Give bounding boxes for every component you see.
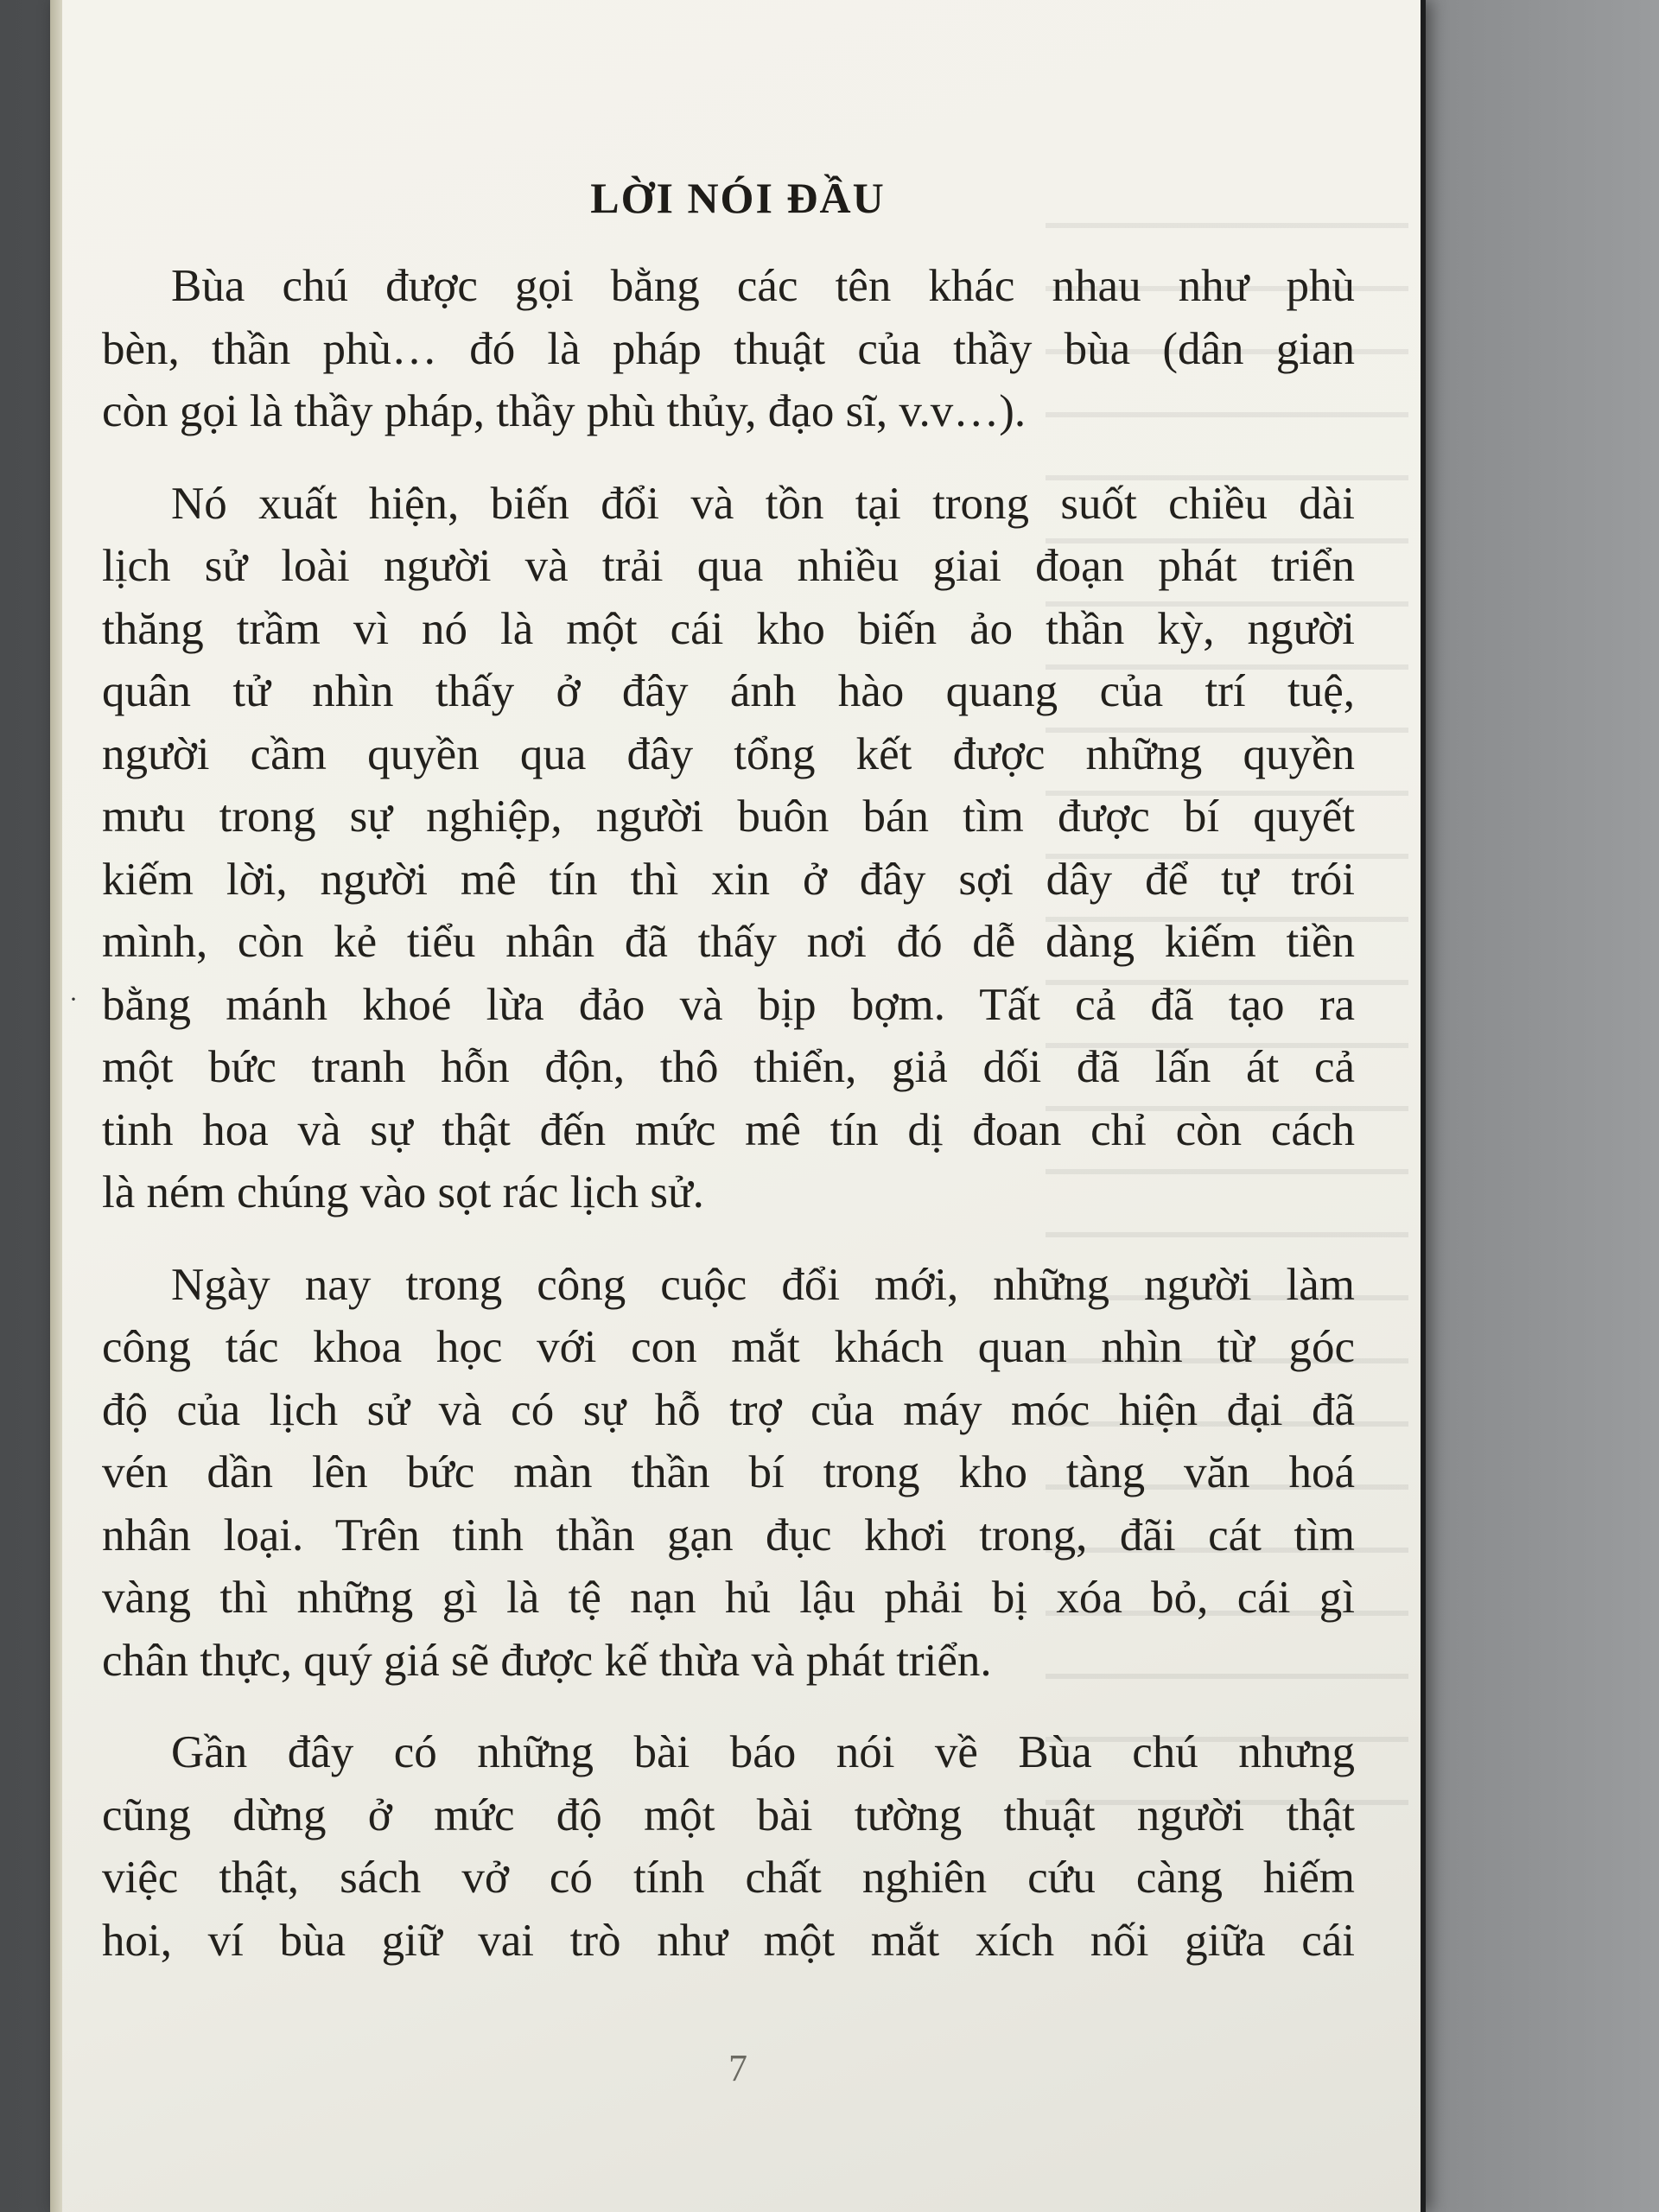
paragraph-1: [102, 255, 1355, 443]
text-line: vén dần lên bức màn thần bí trong kho tàng văn hoá: [102, 1447, 1355, 1497]
text-line: hoi, ví bùa giữ vai trò như một mắt xích nối giữa cái: [102, 1915, 1355, 1966]
text-line: cũng dừng ở mức độ một bài tường thuật người thật: [102, 1789, 1355, 1840]
page-number: 7: [728, 2047, 747, 2089]
text-line: nhân loại. Trên tinh thần gạn đục khơi trong, đãi cát tìm: [102, 1510, 1355, 1560]
text-line: công tác khoa học với con mắt khách quan nhìn từ góc: [102, 1322, 1355, 1372]
text-line: quân tử nhìn thấy ở đây ánh hào quang của trí tuệ,: [102, 666, 1355, 716]
body-text: [102, 255, 1355, 2001]
text-line: Nó xuất hiện, biến đổi và tồn tại trong suốt chiều dài: [171, 478, 1355, 529]
text-line: là ném chúng vào sọt rác lịch sử.: [102, 1167, 704, 1217]
paragraph-4: [102, 1721, 1355, 1972]
text-line: mưu trong sự nghiệp, người buôn bán tìm được bí quyết: [102, 791, 1355, 842]
text-line: thăng trầm vì nó là một cái kho biến ảo thần kỳ, người: [102, 603, 1355, 654]
text-line: người cầm quyền qua đây tổng kết được những quyền: [102, 728, 1355, 779]
margin-mark: ·: [69, 985, 78, 1014]
text-line: lịch sử loài người và trải qua nhiều giai đoạn phát triển: [102, 541, 1355, 591]
text-line: việc thật, sách vở có tính chất nghiên cứu càng hiếm: [102, 1853, 1355, 1903]
text-line: Bùa chú được gọi bằng các tên khác nhau như phù: [171, 261, 1355, 311]
text-line: bèn, thần phù… đó là pháp thuật của thầy bùa (dân gian: [102, 323, 1355, 374]
text-line: Ngày nay trong công cuộc đổi mới, những người làm: [171, 1259, 1355, 1310]
text-line: chân thực, quý giá sẽ được kế thừa và phát triển.: [102, 1635, 992, 1686]
paragraph-2: [102, 473, 1355, 1224]
page-title: LỜI NÓI ĐẦU: [590, 174, 886, 222]
page-right-edge: [1421, 0, 1426, 2212]
text-line: một bức tranh hỗn độn, thô thiển, giả dối đã lấn át cả: [102, 1042, 1355, 1092]
page-spine-edge: [50, 0, 62, 2212]
text-line: độ của lịch sử và có sự hỗ trợ của máy móc hiện đại đã: [102, 1384, 1355, 1435]
book-page: [50, 0, 1426, 2212]
text-line: vàng thì những gì là tệ nạn hủ lậu phải bị xóa bỏ, cái gì: [102, 1573, 1355, 1623]
text-line: tinh hoa và sự thật đến mức mê tín dị đoan chỉ còn cách: [102, 1104, 1355, 1155]
text-line: bằng mánh khoé lừa đảo và bịp bợm. Tất cả đã tạo ra: [102, 979, 1355, 1030]
text-line: Gần đây có những bài báo nói về Bùa chú nhưng: [171, 1727, 1355, 1777]
text-line: còn gọi là thầy pháp, thầy phù thủy, đạo sĩ, v.v…).: [102, 386, 1027, 436]
text-line: mình, còn kẻ tiểu nhân đã thấy nơi đó dễ dàng kiếm tiền: [102, 917, 1355, 967]
text-line: kiếm lời, người mê tín thì xin ở đây sợi dây để tự trói: [102, 854, 1355, 905]
paragraph-3: [102, 1254, 1355, 1693]
